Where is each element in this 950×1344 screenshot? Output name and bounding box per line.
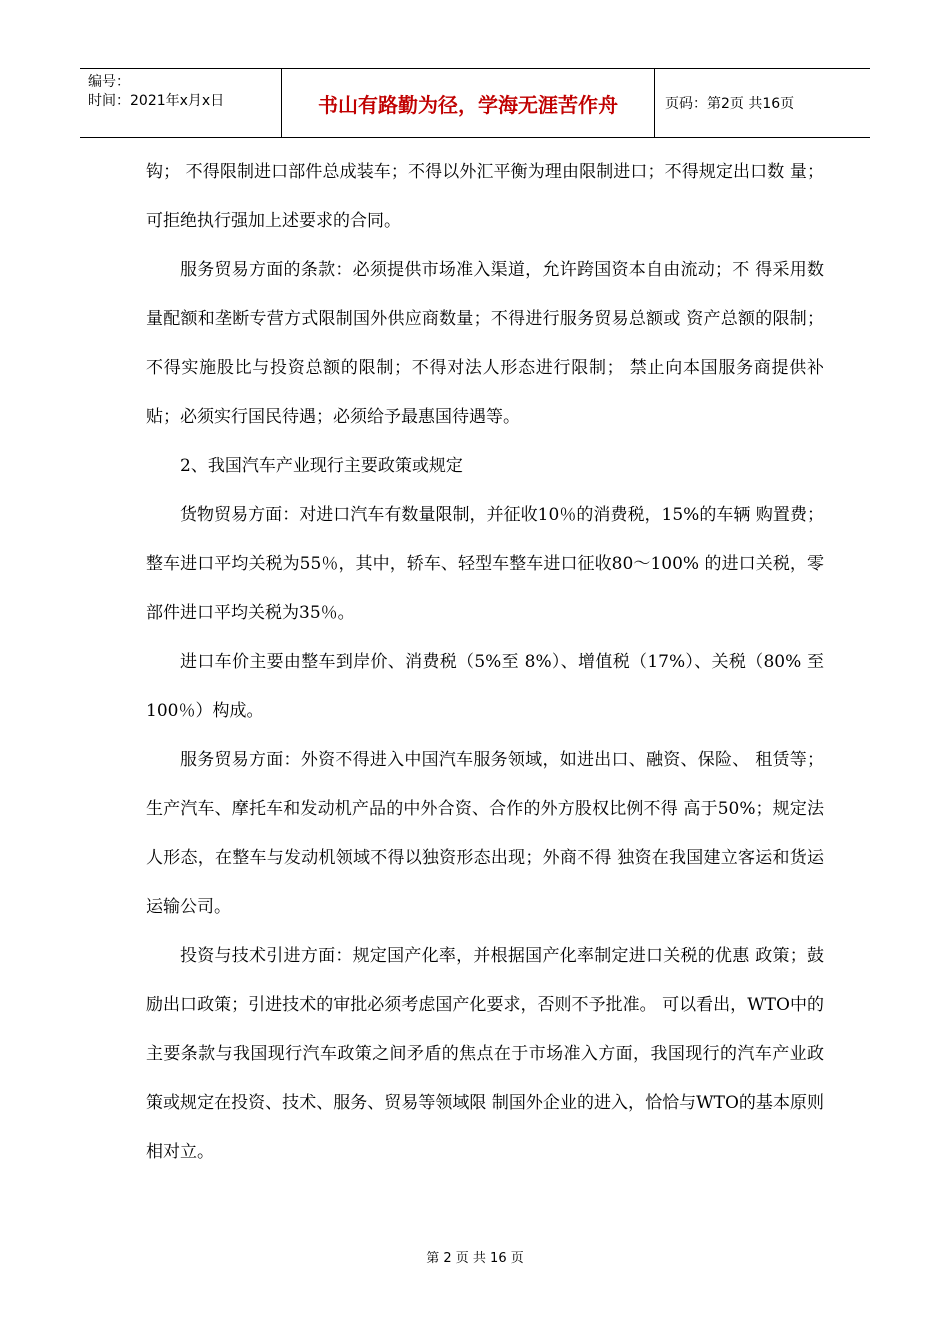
paragraph-goods-trade-continued: 钩； 不得限制进口部件总成装车；不得以外汇平衡为理由限制进口；不得规定出口数 量；可拒绝执行强加上述要求的合同。 — [146, 162, 824, 231]
document-code-label: 编号： — [88, 74, 130, 90]
page-header — [80, 68, 870, 138]
page-footer-number: 第 2 页 共 16 页 — [426, 1251, 524, 1266]
document-date-label: 时间：2021年x月x日 — [88, 93, 225, 109]
header-page-label: 页码：第2页 共16页 — [665, 96, 795, 112]
document-body — [146, 148, 824, 1177]
paragraph-investment-technology: 投资与技术引进方面：规定国产化率，并根据国产化率制定进口关税的优惠 政策；鼓励出口政策；引进技术的审批必须考虑国产化要求，否则不予批准。 可以看出，WTO中的主要条款与我国现行汽车政策之间矛盾的焦点在于市场准入方面，我国现行的汽车产业政策或规定在投资、技术、服务、贸易等领域限 制国外企业的进入，恰恰与WTO的基本原则相对立。 — [146, 946, 824, 1162]
paragraph-goods-trade-policy: 货物贸易方面：对进口汽车有数量限制，并征收10％的消费税，15%的车辆 购置费；整车进口平均关税为55％，其中，轿车、轻型车整车进口征收80～100% 的进口关税，零部件进口平均关税为35％。 — [146, 505, 824, 623]
paragraph-import-price-composition: 进口车价主要由整车到岸价、消费税（5%至 8%）、增值税（17%）、关税（80% 至 100％）构成。 — [146, 652, 824, 721]
header-info-cell — [80, 69, 282, 137]
paragraph-service-trade-policy: 服务贸易方面：外资不得进入中国汽车服务领域，如进出口、融资、保险、 租赁等；生产汽车、摩托车和发动机产品的中外合资、合作的外方股权比例不得 高于50%；规定法人形态，在整车与发动机领域不得以独资形态出现；外商不得 独资在我国建立客运和货运运输公司。 — [146, 750, 824, 917]
header-motto: 书山有路勤为径，学海无涯苦作舟 — [282, 69, 655, 137]
section-heading-current-policies: 2、我国汽车产业现行主要政策或规定 — [180, 456, 463, 476]
paragraph-service-trade-clauses: 服务贸易方面的条款：必须提供市场准入渠道，允许跨国资本自由流动；不 得采用数量配额和垄断专营方式限制国外供应商数量；不得进行服务贸易总额或 资产总额的限制；不得实施股比与投资总额的限制；不得对法人形态进行限制； 禁止向本国服务商提供补贴；必须实行国民待遇；必须给予最惠国待遇等。 — [146, 260, 824, 427]
